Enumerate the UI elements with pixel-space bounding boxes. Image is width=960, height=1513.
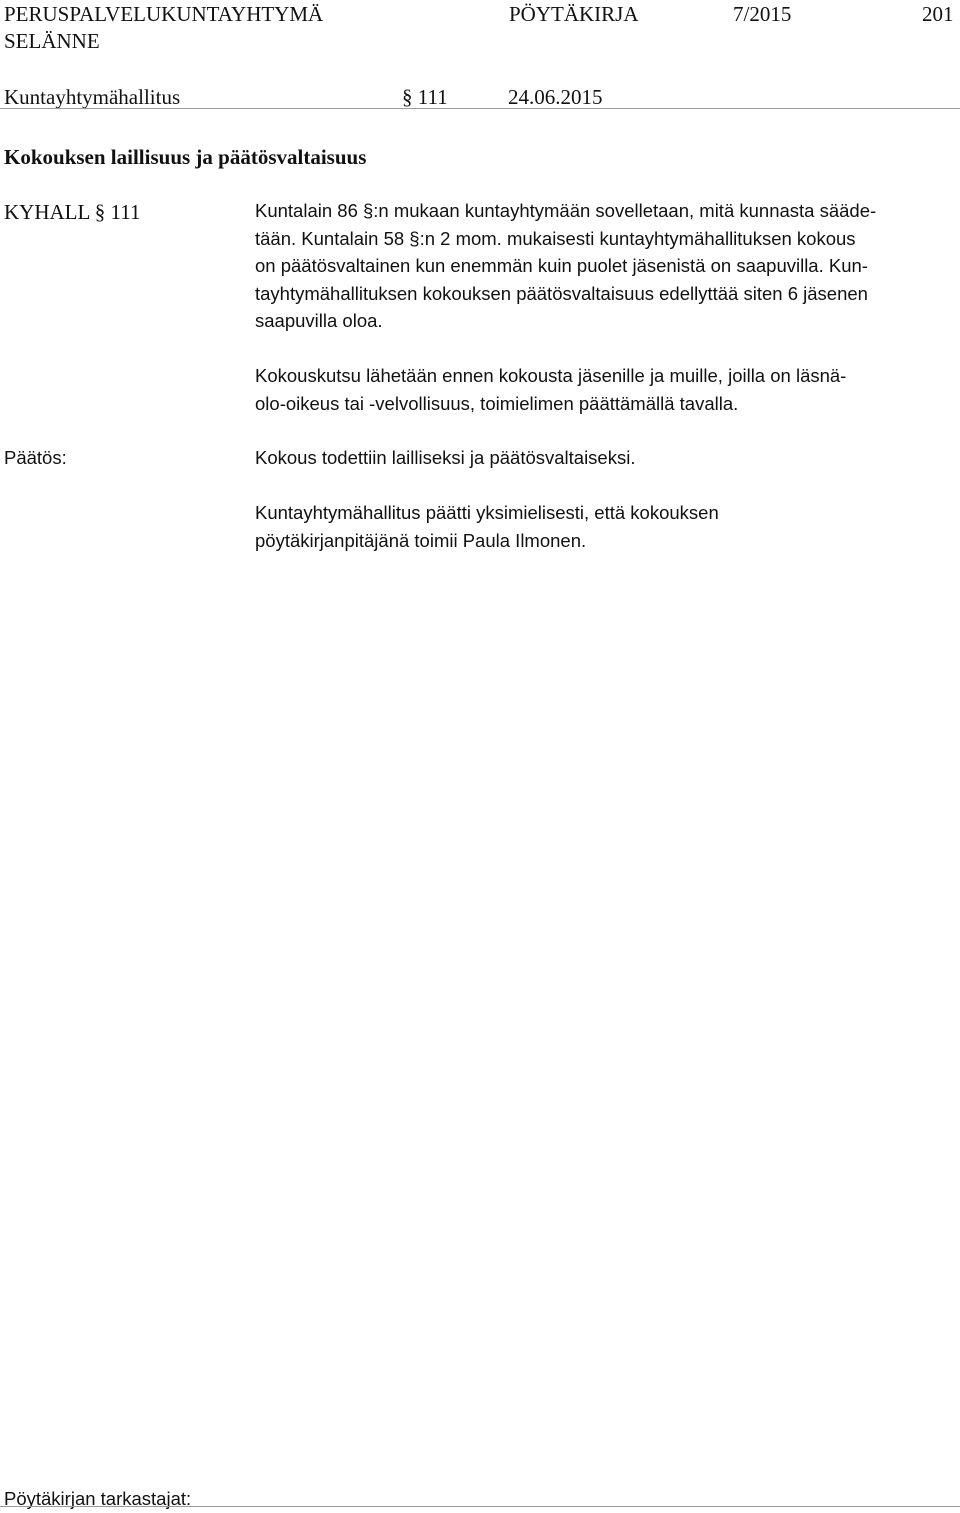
case-paragraph: [255, 197, 955, 335]
section-title: Kokouksen laillisuus ja päätösvaltaisuus: [4, 145, 367, 169]
section-number: [402, 83, 448, 111]
organization-name-line2: SELÄNNE: [4, 29, 100, 53]
paragraph-line: pöytäkirjanpitäjänä toimii Paula Ilmonen.: [255, 529, 587, 551]
paragraph-line: on päätösvaltainen kun enemmän kuin puolet jäsenistä on saapuvilla. Kun-: [255, 255, 868, 276]
header-divider: [0, 108, 960, 109]
footer-divider: [0, 1506, 960, 1507]
section-number-value: 111: [417, 85, 448, 109]
paragraph-line: Kuntalain 86 §:n mukaan kuntayhtymään sovelletaan, mitä kunnasta sääde-: [255, 200, 877, 221]
decision-label: Päätös:: [4, 447, 67, 468]
section-sign-glyph: §: [402, 85, 413, 109]
paragraph-line: saapuvilla oloa.: [255, 310, 383, 331]
document-type: PÖYTÄKIRJA: [509, 2, 639, 26]
paragraph-line: tään. Kuntalain 58 §:n 2 mom. mukaisesti kuntayhtymähallituksen kokous: [255, 227, 856, 249]
case-reference: KYHALL § 111: [4, 200, 141, 224]
meeting-body: Kuntayhtymähallitus: [4, 85, 181, 109]
paragraph-line: tayhtymähallituksen kokouksen päätösvaltaisuus edellyttää siten 6 jäsenen: [255, 282, 868, 304]
paragraph-line: Kokous todettiin lailliseksi ja päätösvaltaiseksi.: [255, 447, 636, 468]
paragraph-line: Kokouskutsu lähetään ennen kokousta jäsenille ja muille, joilla on läsnä-: [255, 365, 847, 386]
meeting-date: 24.06.2015: [508, 85, 603, 109]
case-paragraph: [255, 362, 955, 417]
organization-name: PERUSPALVELUKUNTAYHTYMÄ: [4, 2, 324, 26]
decision-paragraph: [255, 499, 955, 554]
document-number: 7/2015: [733, 2, 792, 26]
page-number: 201: [922, 2, 954, 26]
paragraph-line: Kuntayhtymähallitus päätti yksimielisesti, että kokouksen: [255, 502, 719, 523]
decision-paragraph: [255, 444, 955, 472]
minutes-reviewers-label: Pöytäkirjan tarkastajat:: [4, 1488, 192, 1509]
paragraph-line: olo-oikeus tai -velvollisuus, toimielimen päättämällä tavalla.: [255, 392, 739, 414]
